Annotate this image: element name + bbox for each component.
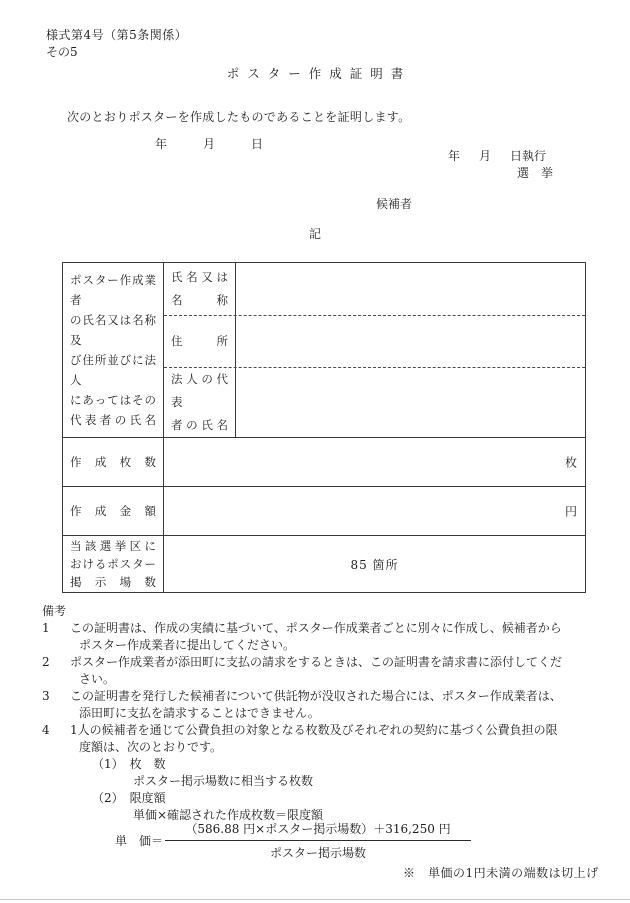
remark-item-4: 4 1人の候補者を通じて公費負担の対象となる枚数及びそれぞれの契約に基づく公費負担の限 <box>42 723 558 737</box>
subitem-1-heading: （1） 枚 数 <box>92 757 166 771</box>
remark-item-4-cont: 度額は、次のとおりです。 <box>79 740 223 754</box>
fraction-denominator: ポスター掲示場数 <box>270 846 367 860</box>
remark-number-2: 2 <box>42 655 50 669</box>
form-number: 様式第4号（第5条関係） <box>46 28 188 42</box>
election-day-exec-label: 日執行 <box>510 149 547 163</box>
address-subrow <box>164 316 585 369</box>
subitem-2-heading: （2） 限度額 <box>92 791 166 805</box>
issue-month-label: 月 <box>203 137 216 151</box>
maker-info-row <box>63 263 585 438</box>
page-bottom-edge <box>0 899 630 900</box>
election-year-label: 年 <box>448 149 461 163</box>
remark-item-2-cont: さい。 <box>79 672 116 686</box>
fraction-numerator: （586.88 円×ポスター掲示場数）＋316,250 円 <box>165 820 471 841</box>
address-blank <box>236 316 585 368</box>
remark-number-1: 1 <box>42 621 50 635</box>
representative-label: 法人の代表 者の氏名 <box>164 368 236 437</box>
unit-price-formula <box>115 820 471 861</box>
remark-number-4: 4 <box>42 723 50 737</box>
poster-sites-value-cell <box>164 536 585 592</box>
amount-row <box>63 487 585 536</box>
remarks-section <box>42 603 594 824</box>
issue-day-label: 日 <box>251 137 264 151</box>
election-month-label: 月 <box>479 149 492 163</box>
name-or-title-subrow <box>164 263 585 316</box>
remark-item-3-cont: 添田町に支払を請求することはできません。 <box>79 706 320 720</box>
amount-blank <box>164 487 585 535</box>
poster-sites-label: 当該選挙区に おけるポスター 掲示場数 <box>63 536 164 592</box>
rounding-note: ※ 単価の1円未満の端数は切上げ <box>403 866 599 880</box>
remark-item-3: 3 この証明書を発行した候補者について供託物が没収された場合には、ポスター作成業者は、 <box>42 689 562 703</box>
amount-label: 作成金額 <box>63 487 164 535</box>
name-or-title-blank <box>236 263 585 315</box>
representative-blank <box>236 368 585 437</box>
remark-item-1: 1 この証明書は、作成の実績に基づいて、ポスター作成業者ごとに別々に作成し、候補者から <box>42 621 562 635</box>
sheets-count-label: 作成枚数 <box>63 438 164 486</box>
poster-sites-value: 85 箇所 <box>350 557 399 572</box>
maker-name-label: ポスター作成業者 の氏名又は名称及 び住所並びに法人 にあってはその 代表者の氏名 <box>63 263 164 437</box>
certificate-table <box>62 262 586 593</box>
ki-marker: 記 <box>308 227 321 241</box>
remark-item-2: 2 ポスター作成業者が添田町に支払の請求をするときは、この証明書を請求書に添付してくだ <box>42 655 563 669</box>
form-branch-number: その5 <box>46 45 78 59</box>
unit-price-fraction <box>165 820 471 861</box>
sheets-count-row <box>63 438 585 487</box>
poster-sites-row <box>63 536 585 592</box>
maker-subrows <box>164 263 585 437</box>
unit-price-lhs: 単 価＝ <box>115 834 164 848</box>
candidate-label: 候補者 <box>376 197 413 211</box>
name-or-title-label: 氏名又は 名称 <box>164 263 236 315</box>
address-label: 住所 <box>164 316 236 368</box>
sheets-count-blank <box>164 438 585 486</box>
election-name-label: 選 挙 <box>517 166 554 180</box>
remark-item-1-cont: ポスター作成業者に提出してください。 <box>79 638 296 652</box>
document-title: ポスター作成証明書 <box>226 66 412 81</box>
sheets-unit-label: 枚 <box>564 455 577 470</box>
amount-unit-label: 円 <box>564 504 577 519</box>
issue-date-line <box>155 135 263 152</box>
election-date-line <box>448 147 546 164</box>
subitem-2-body: 単価×確認された作成枚数＝限度額 <box>133 808 324 822</box>
representative-subrow <box>164 368 585 437</box>
remarks-heading: 備考 <box>42 604 67 618</box>
intro-sentence: 次のとおりポスターを作成したものであることを証明します。 <box>67 110 411 124</box>
remark-number-3: 3 <box>42 689 50 703</box>
subitem-1-body: ポスター掲示場数に相当する枚数 <box>133 774 314 788</box>
issue-year-label: 年 <box>155 137 168 151</box>
